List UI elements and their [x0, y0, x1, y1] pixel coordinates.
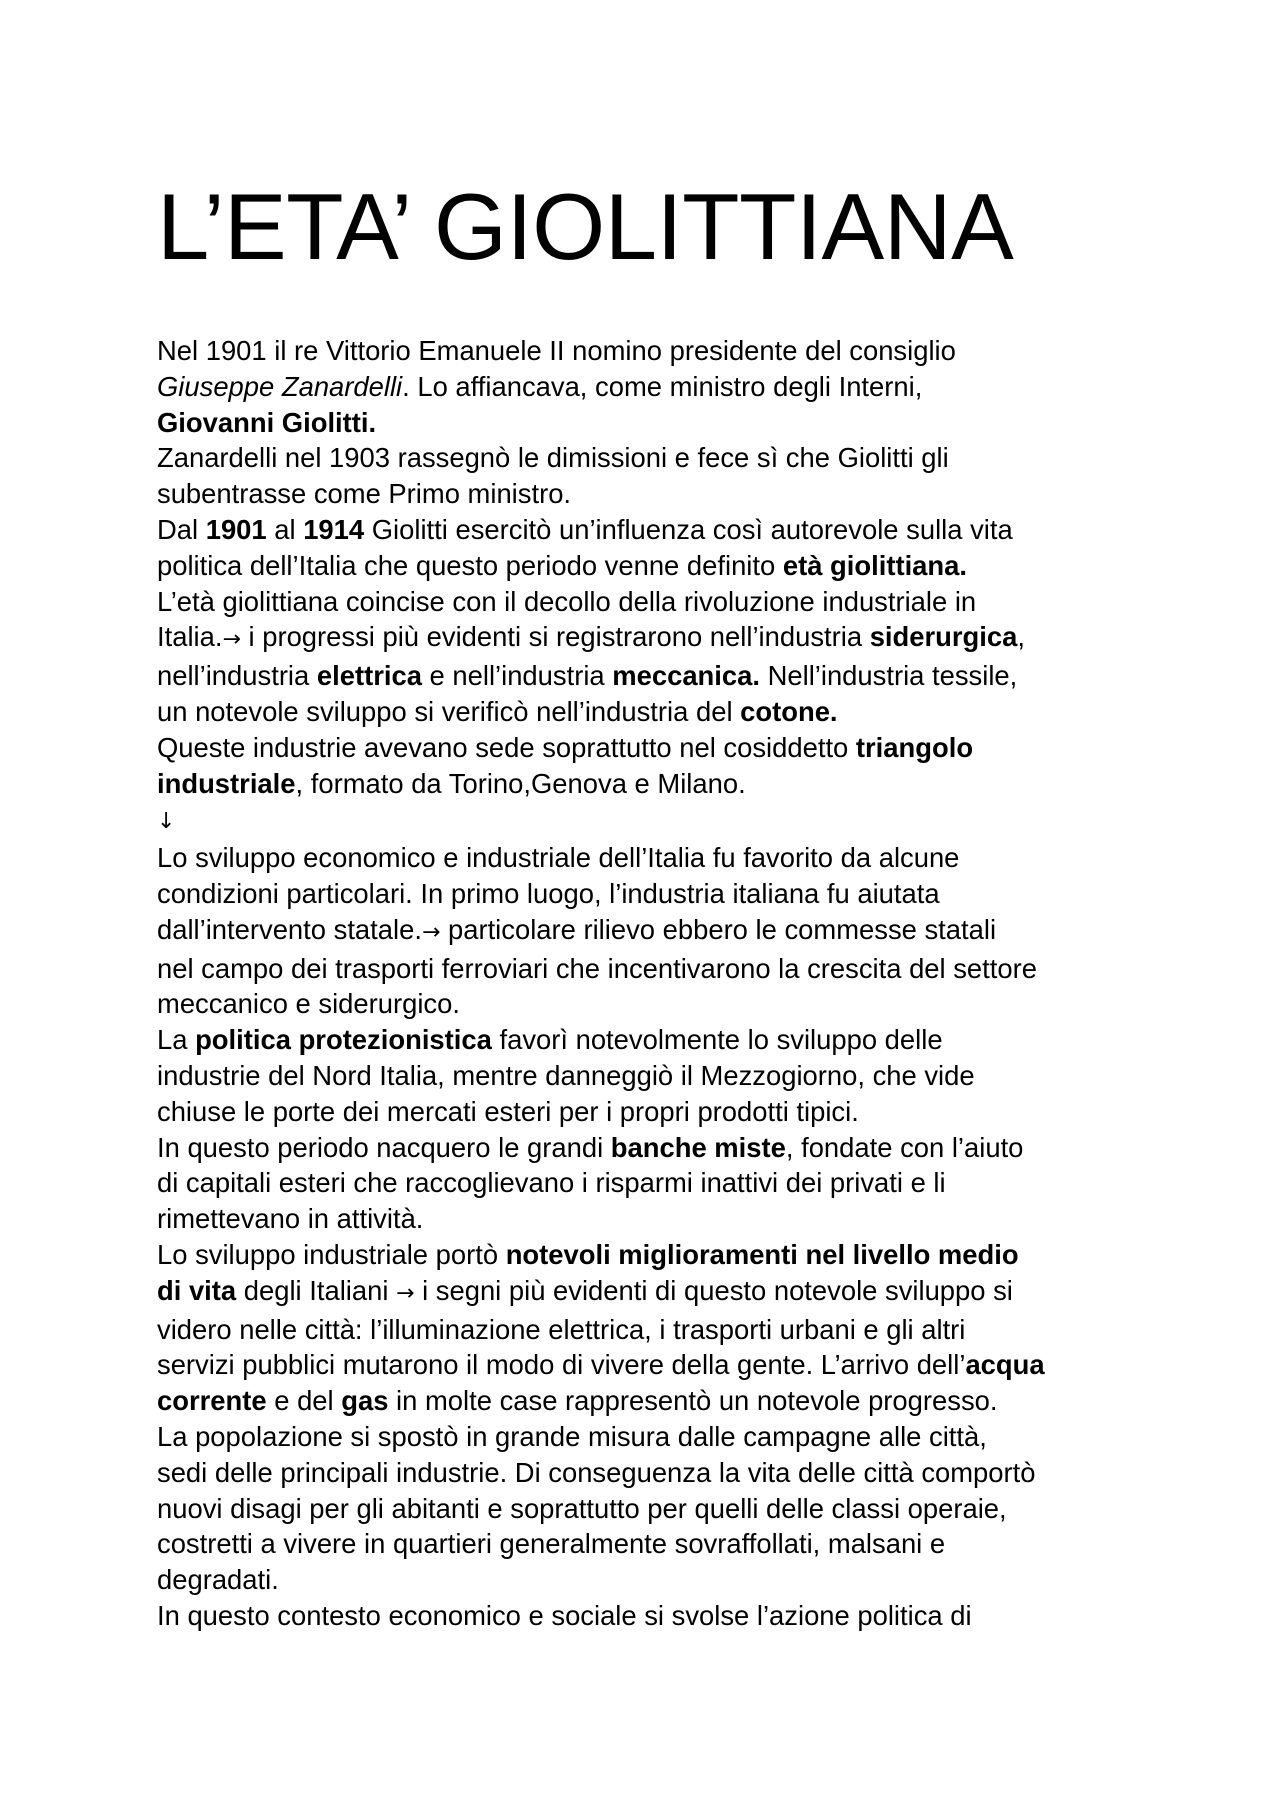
text-line — [157, 1419, 1157, 1455]
text-segment: nuovi disagi per gli abitanti e soprattutto per quelli delle classi operaie, — [157, 1492, 1007, 1524]
text-segment: politica dell’Italia che questo periodo venne definito — [157, 549, 783, 581]
text-line — [157, 912, 1157, 951]
text-segment: , fondate con l’aiuto — [785, 1131, 1024, 1163]
bold-text: età giolittiana. — [782, 549, 967, 581]
text-line — [157, 730, 1157, 766]
bold-text: gas — [341, 1385, 389, 1417]
text-line — [157, 1383, 1157, 1419]
bold-text: 1914 — [303, 513, 365, 545]
italic-text: Giuseppe Zanardelli — [157, 370, 403, 402]
text-segment: videro nelle città: l’illuminazione elettrica, i trasporti urbani e gli altri — [157, 1313, 966, 1345]
bold-text: meccanica. — [612, 660, 760, 692]
text-segment: e del — [266, 1385, 342, 1417]
text-segment: un notevole sviluppo si verificò nell’industria del — [157, 695, 741, 727]
arrow-right-icon: → — [222, 627, 241, 653]
text-segment: sedi delle principali industrie. Di conseguenza la vita delle città comportò — [157, 1456, 1036, 1488]
text-line — [157, 333, 1157, 369]
text-line — [157, 440, 1157, 476]
text-line — [157, 1058, 1157, 1094]
text-line — [157, 658, 1157, 694]
text-segment: Nel 1901 il re Vittorio Emanuele II nomino presidente del consiglio — [157, 335, 956, 366]
text-segment: , formato da Torino,Genova e Milano. — [295, 767, 746, 799]
text-segment: nell’industria — [157, 660, 317, 692]
text-segment: Dal — [157, 513, 206, 545]
text-line — [157, 1094, 1157, 1130]
text-segment: e nell’industria — [421, 660, 613, 692]
text-line — [157, 766, 1157, 802]
text-line — [157, 951, 1157, 987]
arrow-down-icon: ↓ — [157, 809, 176, 835]
text-segment: rimettevano in attività. — [157, 1203, 424, 1235]
text-segment: In questo contesto economico e sociale si svolse l’azione politica di — [157, 1599, 972, 1631]
text-segment: Zanardelli nel 1903 rassegnò le dimissioni e fece sì che Giolitti gli — [157, 442, 949, 474]
text-segment: Giolitti esercitò un’influenza così autorevole sulla vita — [364, 513, 1013, 545]
text-line — [157, 1491, 1157, 1527]
text-segment: particolare rilievo ebbero le commesse statali — [440, 913, 997, 945]
body-text — [157, 333, 1157, 1634]
text-line — [157, 369, 1157, 405]
text-line — [157, 1165, 1157, 1201]
text-segment: favorì notevolmente lo sviluppo delle — [491, 1024, 943, 1056]
text-segment: dall’intervento statale. — [157, 913, 422, 945]
text-line — [157, 876, 1157, 912]
text-segment: Lo sviluppo industriale portò — [157, 1238, 506, 1270]
bold-text: acqua — [965, 1349, 1045, 1381]
text-line — [157, 1022, 1157, 1058]
text-segment: Queste industrie avevano sede soprattutto nel cosiddetto — [157, 731, 856, 763]
text-line — [157, 1237, 1157, 1273]
text-segment: subentrasse come Primo ministro. — [157, 478, 572, 510]
text-segment: condizioni particolari. In primo luogo, l’industria italiana fu aiutata — [157, 877, 940, 909]
text-segment: In questo periodo nacquero le grandi — [157, 1131, 611, 1163]
text-line — [157, 840, 1157, 876]
text-line — [157, 986, 1157, 1022]
text-segment: La popolazione si spostò in grande misura dalle campagne alle città, — [157, 1420, 987, 1452]
text-segment: chiuse le porte dei mercati esteri per i propri prodotti tipici. — [157, 1095, 859, 1127]
bold-text: elettrica — [316, 660, 422, 692]
bold-text: industriale — [157, 767, 296, 799]
text-line — [157, 1455, 1157, 1491]
text-segment: . Lo affiancava, come ministro degli Interni, — [402, 370, 923, 402]
bold-text: cotone. — [740, 695, 838, 727]
bold-text: triangolo — [855, 731, 974, 763]
bold-text: di vita — [157, 1274, 237, 1306]
text-line — [157, 1347, 1157, 1383]
bold-text: 1901 — [205, 513, 267, 545]
bold-text: banche miste — [610, 1131, 786, 1163]
text-segment: costretti a vivere in quartieri generalmente sovraffollati, malsani e — [157, 1528, 946, 1560]
text-segment: servizi pubblici mutarono il modo di vivere della gente. L’arrivo dell’ — [157, 1349, 966, 1381]
arrow-right-icon: → — [396, 1280, 415, 1306]
text-segment: di capitali esteri che raccoglievano i risparmi inattivi dei privati e li — [157, 1167, 946, 1199]
text-segment: L’età giolittiana coincise con il decollo della rivoluzione industriale in — [157, 585, 977, 617]
text-line — [157, 801, 1157, 840]
text-segment: nel campo dei trasporti ferroviari che incentivarono la crescita del settore — [157, 952, 1037, 984]
text-segment: i segni più evidenti di questo notevole sviluppo si — [414, 1274, 1013, 1306]
text-line — [157, 1598, 1157, 1634]
text-segment: in molte case rappresentò un notevole progresso. — [388, 1385, 998, 1417]
text-line — [157, 1562, 1157, 1598]
text-line — [157, 512, 1157, 548]
text-segment: meccanico e siderurgico. — [157, 988, 460, 1020]
text-segment: industrie del Nord Italia, mentre danneggiò il Mezzogiorno, che vide — [157, 1059, 975, 1091]
text-line — [157, 476, 1157, 512]
text-segment: Nell’industria tessile, — [759, 660, 1018, 692]
text-segment: i progressi più evidenti si registrarono nell’industria — [240, 621, 870, 653]
text-line — [157, 1526, 1157, 1562]
bold-text: siderurgica — [869, 621, 1018, 653]
text-line — [157, 1273, 1157, 1312]
text-segment: degradati. — [157, 1564, 279, 1596]
bold-text: Giovanni Giolitti. — [157, 406, 377, 438]
text-segment: degli Italiani — [236, 1274, 397, 1306]
text-segment: al — [266, 513, 304, 545]
bold-text: corrente — [157, 1385, 267, 1417]
document-page — [157, 174, 1157, 1634]
bold-text: notevoli miglioramenti nel livello medio — [505, 1238, 1019, 1270]
text-line — [157, 405, 1157, 441]
text-line — [157, 694, 1157, 730]
text-segment: , — [1017, 621, 1025, 653]
arrow-right-icon: → — [421, 919, 441, 945]
text-line — [157, 1201, 1157, 1237]
text-line — [157, 1312, 1157, 1348]
text-segment: Italia. — [157, 621, 223, 653]
page-title: L’ETA’ GIOLITTIANA — [157, 174, 1014, 279]
text-line — [157, 619, 1157, 658]
text-segment: Lo sviluppo economico e industriale dell’Italia fu favorito da alcune — [157, 842, 960, 874]
text-line — [157, 548, 1157, 584]
bold-text: politica protezionistica — [195, 1024, 492, 1056]
text-line — [157, 1130, 1157, 1166]
text-segment: La — [157, 1024, 196, 1056]
text-line — [157, 584, 1157, 620]
